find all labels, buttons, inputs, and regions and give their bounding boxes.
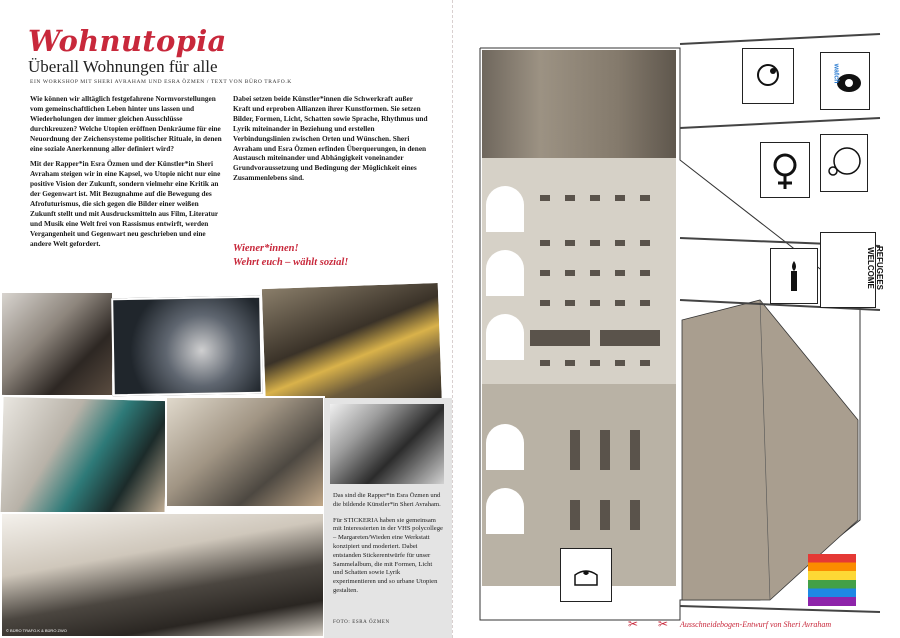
cutout-caption: Ausschneidebogen-Entwurf von Sheri Avraham xyxy=(680,620,832,629)
hand-heart-icon xyxy=(561,549,611,601)
photo-copyright: © BÜRO TRAFO.K & BÜRO ZWO xyxy=(6,628,67,633)
quote-line-2: Wehrt euch – wählt sozial! xyxy=(233,257,349,268)
rainbow-flag xyxy=(808,554,856,606)
photo-credit: FOTO: ESRA ÖZMEN xyxy=(333,620,390,625)
feminist-fist-icon xyxy=(761,143,809,197)
scissors-icon: ✂ xyxy=(628,617,639,631)
article-subtitle: Überall Wohnungen für alle xyxy=(28,57,218,76)
paragraph: Mit der Rapper*in Esra Özmen und der Künstler*in Sheri Avraham steigen wir in eine Kapsel, wo Utopie nicht nur eine positive Vision der Zukunft, sondern vielmehr eine Kritik an der Gegenwart ist. Mit Bezugnahme auf die Bewegung des Afrofuturismus, die sich gegen die Bilder einer weißen Zukunft stellt und mit Ausdrucksmitteln aus Film, Literatur und Musik eine Welt frei von Rassismus entwirft, werden Vergangenheit und Gegenwart neu geschrieben und eine andere Welt gefordert. xyxy=(30,159,221,248)
flag-feminism xyxy=(760,142,810,198)
article-title: Wohnutopia xyxy=(28,24,227,58)
caption-paragraph: Für STICKERIA haben sie gemeinsam mit Interessierten in der VHS polycollege – Margareten/Wieden eine Werkstatt konzipiert und moderiert. Dabei entstanden Stickerentwürfe für unser Sammelalbum, die mit Formen, Licht und Schatten sowie Lyrik experimentieren und so urbane Utopien gestalten. xyxy=(333,516,443,594)
flag-space xyxy=(742,48,794,104)
flag-bicycle xyxy=(820,134,868,192)
quote-line-1: Wiener*innen! xyxy=(233,243,299,254)
astronaut-icon xyxy=(743,49,793,103)
eye-icon xyxy=(821,53,869,109)
flag-watch xyxy=(820,52,870,110)
paragraph: Wie können wir alltäglich festgefahrene Normvorstellungen vom gemeinschaftlichen Leben hinter uns lassen und Wiederholungen der immer gleichen Ausschlüsse durchkreuzen? Welche Utopien eröffnen Denkräume für eine Neuordnung der Zeichensysteme politischer Rituale, in denen eine soziale Anerkennung aller definiert wird? xyxy=(30,94,222,153)
penny-farthing-icon xyxy=(821,135,867,191)
flag-watch-label: watch xyxy=(832,63,840,84)
paragraph: Dabei setzen beide Künstler*innen die Schwerkraft außer Kraft und erproben Allianzen ihrer Kunstformen. Sie setzen Bilder, Formen, Licht, Schatten sowie Sprache, Rhythmus und Lyrik miteinander in Beziehung und erstellen Verbindungslinien zwischen Orten und Wünschen. Sheri Avraham und Esra Özmen erfinden Überquerungen, in denen Austausch miteinander und Abhängigkeit voneinander Grundvoraussetzung und Bedingung der Möglichkeit eines Zusammenlebens sind. xyxy=(233,94,428,183)
flag-hand xyxy=(560,548,612,602)
article-credits: EIN WORKSHOP MIT SHERI AVRAHAM UND ESRA ÖZMEN / TEXT VON BÜRO TRAFO.K xyxy=(30,79,292,85)
scissors-icon: ✂ xyxy=(658,617,669,631)
caption-paragraph: Das sind die Rapper*in Esra Özmen und die bildende Künstler*in Sheri Avraham. xyxy=(333,492,441,508)
flag-refugees-label: REFUGEES WELCOME xyxy=(866,245,884,290)
